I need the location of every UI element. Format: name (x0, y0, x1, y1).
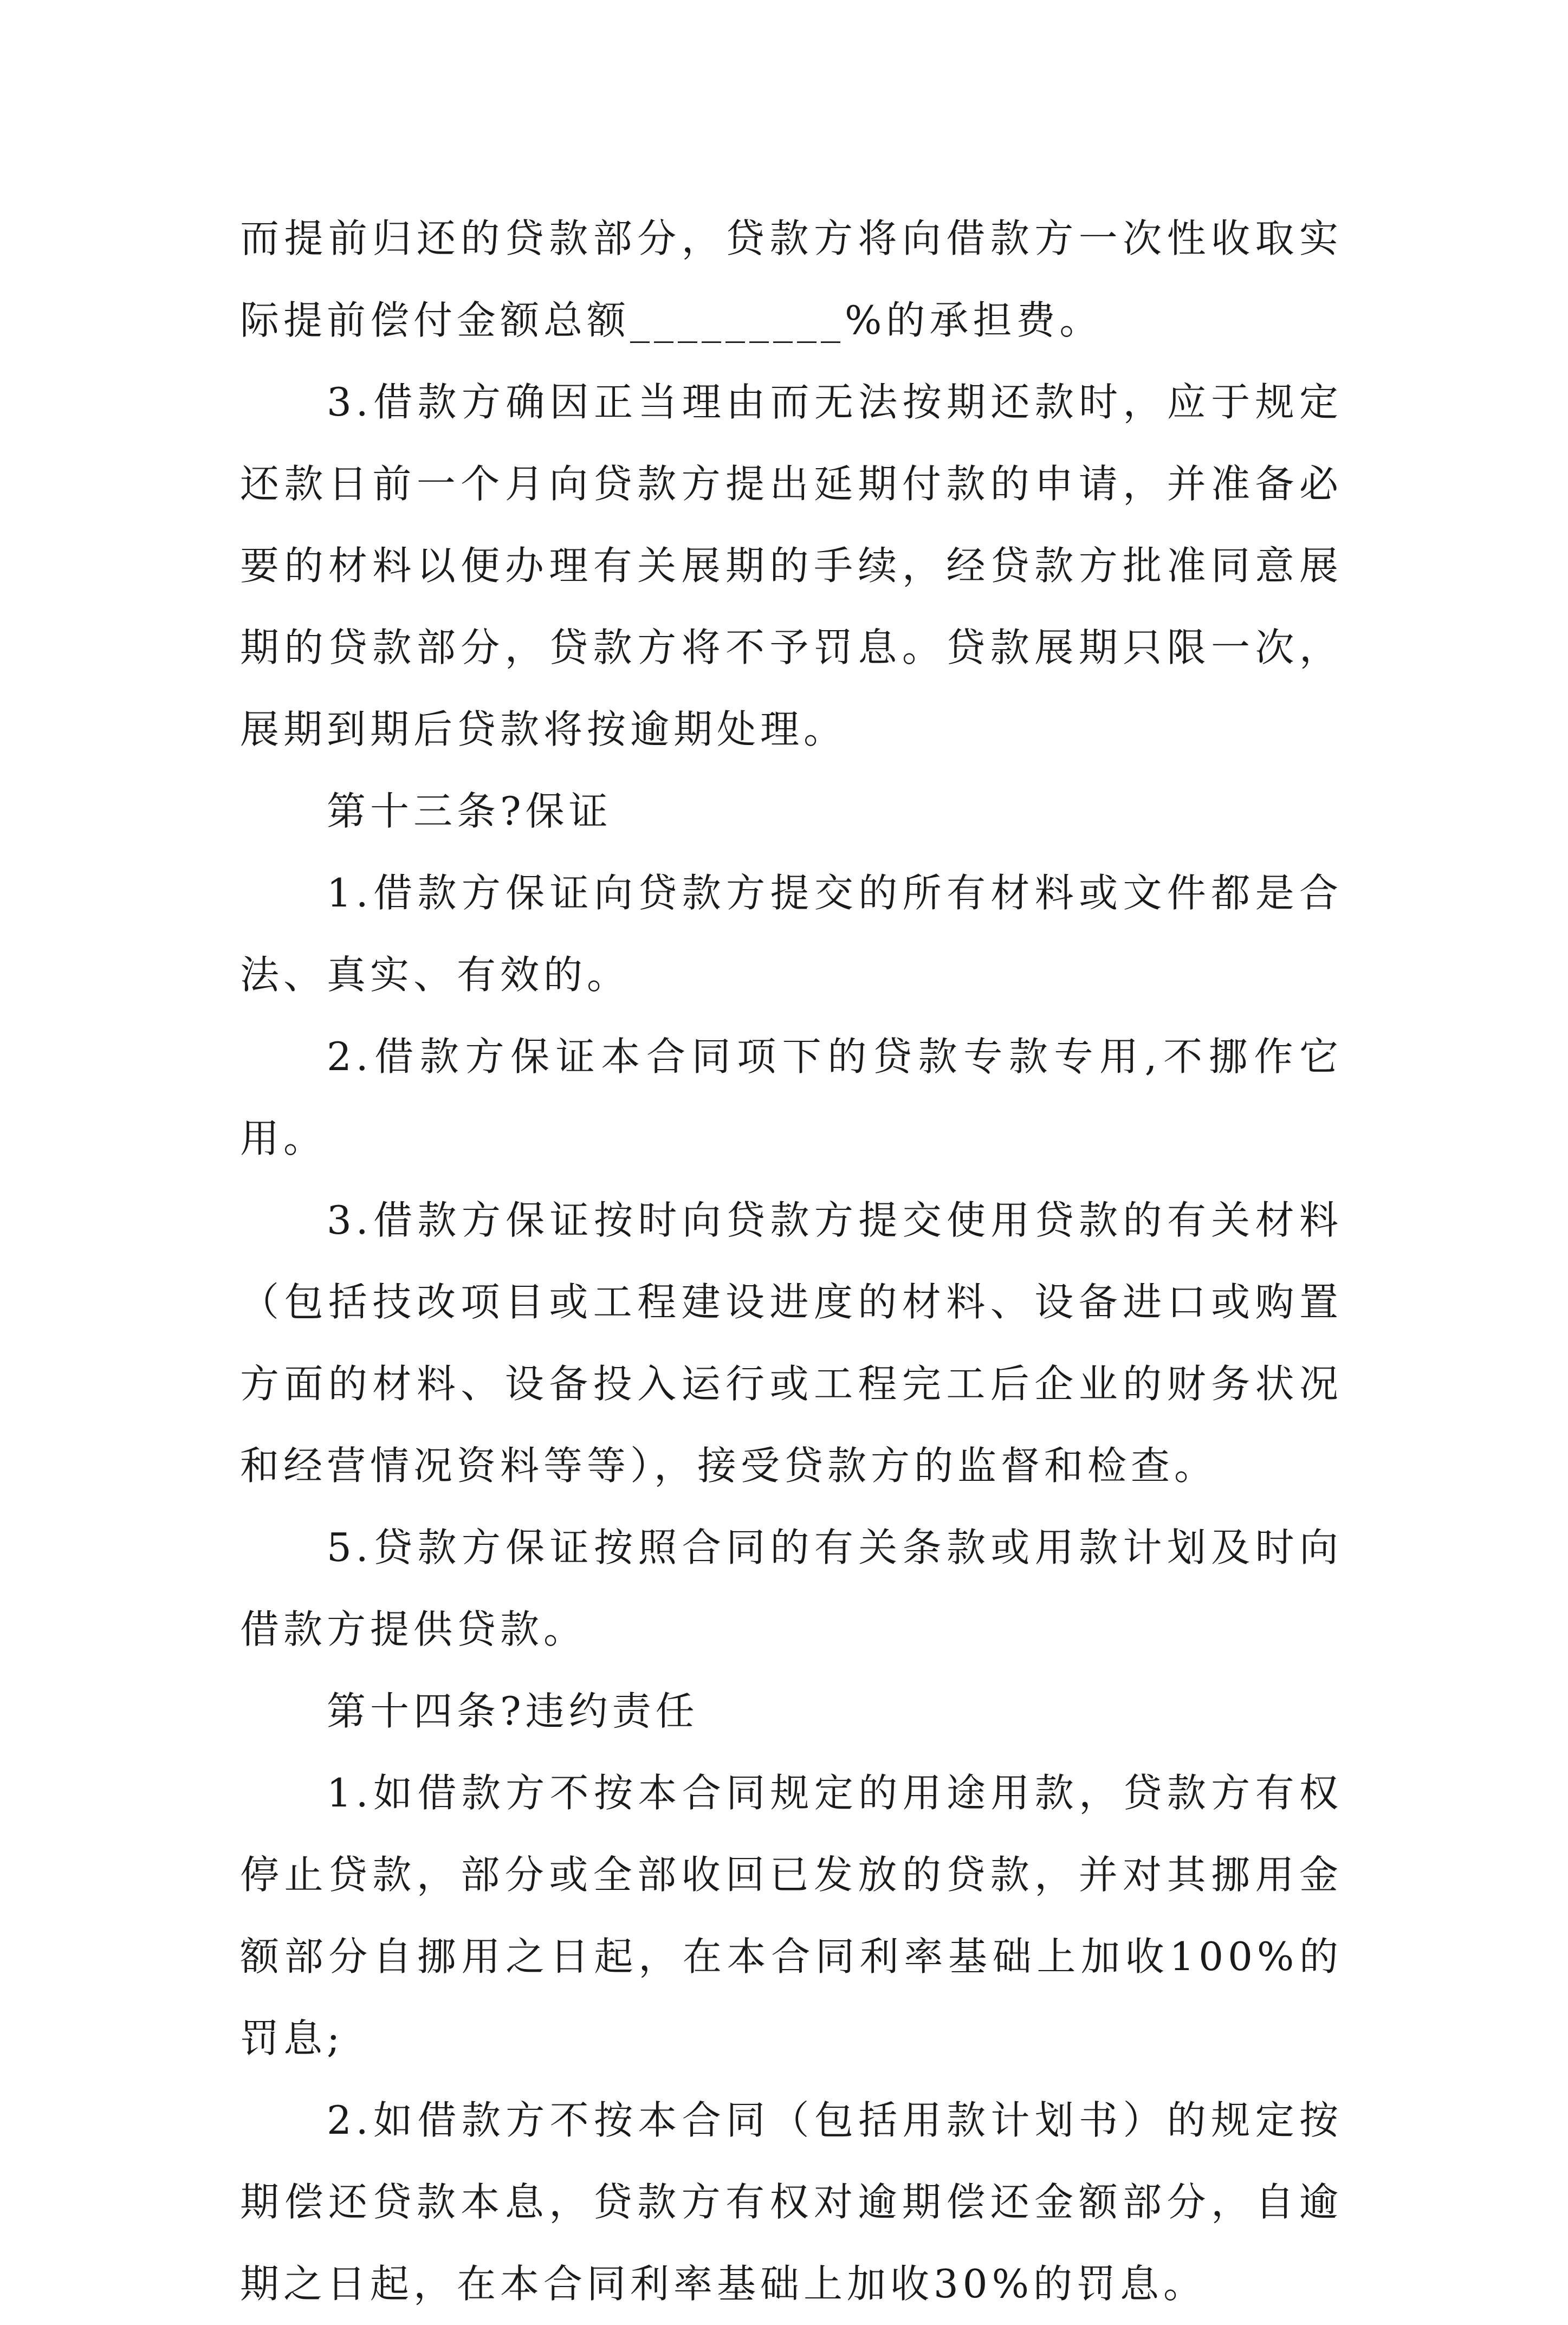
paragraph-lender-guarantee: 5.贷款方保证按照合同的有关条款或用款计划及时向借款方提供贷款。 (240, 1525, 1343, 1652)
article-13-heading: 第十三条?保证 (327, 788, 612, 834)
paragraph-guarantee-reporting: 3.借款方保证按时向贷款方提交使用贷款的有关材料（包括技改项目或工程建设进度的材料、设备进口或购置方面的材料、设备投入运行或工程完工后企业的财务状况和经营情况资料等等），接受贷款方的监督和检查。 (240, 1197, 1343, 1488)
paragraph-extension-request: 3.借款方确因正当理由而无法按期还款时，应于规定还款日前一个月向贷款方提出延期付款的申请，并准备必要的材料以便办理有关展期的手续，经贷款方批准同意展期的贷款部分，贷款方将不予罚息。贷款展期只限一次，展期到期后贷款将按逾期处理。 (240, 379, 1343, 752)
paragraph-guarantee-materials: 1.借款方保证向贷款方提交的所有材料或文件都是合法、真实、有效的。 (240, 870, 1343, 998)
paragraph-overdue-penalty: 2.如借款方不按本合同（包括用款计划书）的规定按期偿还贷款本息，贷款方有权对逾期偿还金额部分，自逾期之日起，在本合同利率基础上加收30%的罚息。 (240, 2097, 1343, 2307)
document-body (240, 198, 1343, 2325)
paragraph-prepayment-fee: 而提前归还的贷款部分，贷款方将向借款方一次性收取实际提前偿付金额总额_________%的承担费。 (240, 216, 1343, 343)
article-14-heading: 第十四条?违约责任 (327, 1688, 699, 1734)
paragraph-misuse-penalty: 1.如借款方不按本合同规定的用途用款，贷款方有权停止贷款，部分或全部收回已发放的贷款，并对其挪用金额部分自挪用之日起，在本合同利率基础上加收100%的罚息; (240, 1770, 1343, 2061)
paragraph-guarantee-usage: 2.借款方保证本合同项下的贷款专款专用,不挪作它用。 (240, 1034, 1343, 1161)
